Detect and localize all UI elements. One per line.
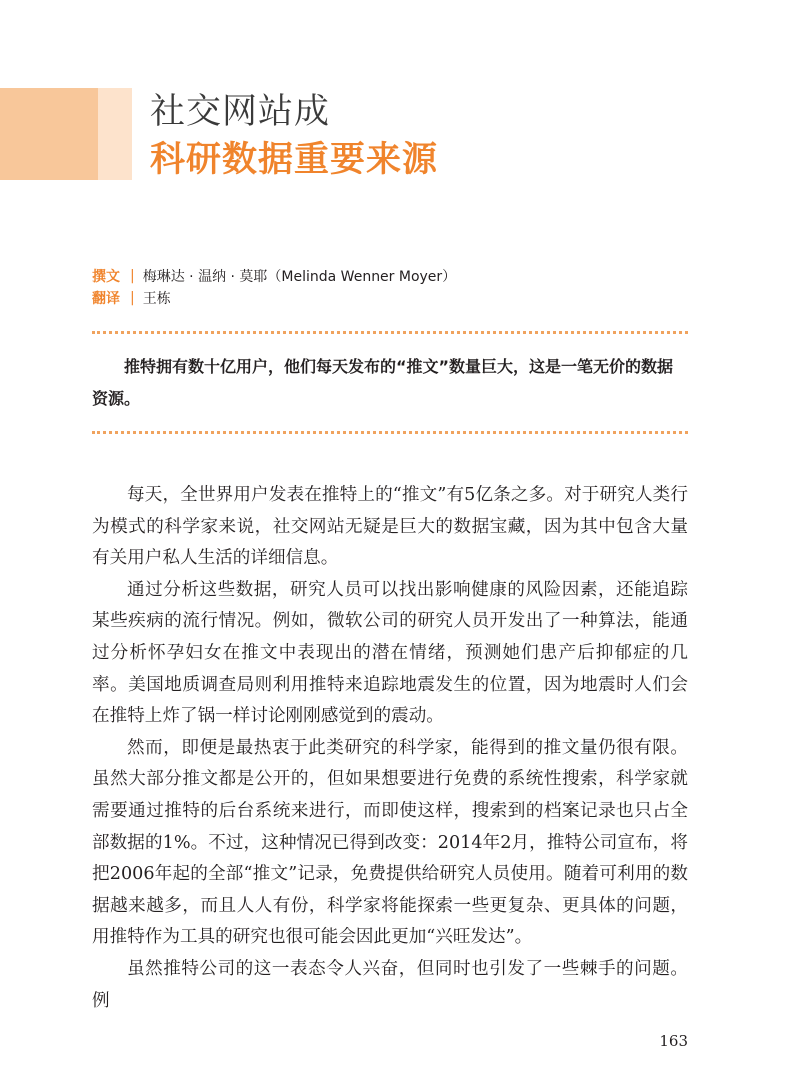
title-accent-bar-light	[98, 88, 132, 180]
article-title-line1: 社交网站成	[150, 92, 331, 132]
credit-author-label: 撰文	[92, 269, 120, 285]
body-paragraph: 通过分析这些数据，研究人员可以找出影响健康的风险因素，还能追踪某些疾病的流行情况。例如，微软公司的研究人员开发出了一种算法，能通过分析怀孕妇女在推文中表现出的潜在情绪，预测她们患产后抑郁症的几率。美国地质调查局则利用推特来追踪地震发生的位置，因为地震时人们会在推特上炸了锅一样讨论刚刚感觉到的震动。	[92, 579, 688, 727]
credit-translator-label: 翻译	[92, 291, 120, 307]
credit-author-name: 梅琳达 · 温纳 · 莫耶（Melinda Wenner Moyer）	[142, 269, 457, 285]
lead-summary: 推特拥有数十亿用户，他们每天发布的“推文”数量巨大，这是一笔无价的数据资源。	[92, 357, 674, 408]
body-paragraph: 虽然推特公司的这一表态令人兴奋，但同时也引发了一些棘手的问题。例	[92, 958, 688, 1011]
credit-translator-name: 王栋	[142, 291, 171, 307]
article-title-line2: 科研数据重要来源	[150, 140, 439, 180]
credit-separator: |	[130, 268, 135, 284]
credit-translator	[92, 287, 456, 309]
body-paragraph: 然而，即便是最热衷于此类研究的科学家，能得到的推文量仍很有限。虽然大部分推文都是公开的，但如果想要进行免费的系统性搜索，科学家就需要通过推特的后台系统来进行，而即使这样，搜索到的档案记录也只占全部数据的1%。不过，这种情况已得到改变：2014年2月，推特公司宣布，将把2006年起的全部“推文”记录，免费提供给研究人员使用。随着可利用的数据越来越多，而且人人有份，科学家将能探索一些更复杂、更具体的问题，用推特作为工具的研究也很可能会因此更加“兴旺发达”。	[92, 737, 688, 948]
dotted-divider-bottom	[92, 431, 688, 434]
body-paragraph: 每天，全世界用户发表在推特上的“推文”有5亿条之多。对于研究人类行为模式的科学家来说，社交网站无疑是巨大的数据宝藏，因为其中包含大量有关用户私人生活的详细信息。	[92, 485, 688, 569]
credit-author	[92, 265, 456, 287]
article-body	[92, 480, 688, 1017]
credits	[92, 265, 456, 309]
page-number: 163	[659, 1032, 688, 1050]
title-accent-bar	[0, 88, 98, 180]
credit-separator: |	[130, 290, 135, 306]
dotted-divider-top	[92, 331, 688, 334]
